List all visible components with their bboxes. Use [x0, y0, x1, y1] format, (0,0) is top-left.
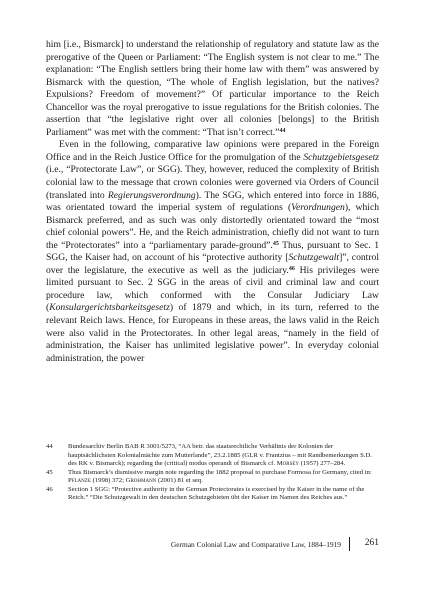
text-run: Section 1 SGG: “Protective authority in the German Protectorates is exercised by the Kaiser in the name of the Reich.” “Die Schutzgewalt in den deutschen Schutzgebieten übt der Kaiser im Namen des Reiches aus.”	[68, 485, 365, 501]
footnote-ref: 46	[288, 265, 295, 272]
footnote-ref: 45	[272, 240, 279, 247]
author-name: Morsey	[276, 460, 300, 467]
text-run: (2001) 81 et seq.	[156, 477, 203, 484]
text-run: His privileges were limited pursuant to Sec. 2 SGG in the areas of civil and criminal law and court procedure law, which conformed with the Consular Judiciary Law (	[46, 264, 380, 314]
text-run: (1998) 372;	[90, 477, 126, 484]
footnote-number: 45	[46, 468, 53, 476]
paragraph-2	[46, 139, 379, 365]
text-run: Thus Bismarck’s dismissive margin note regarding the 1882 proposal to purchase Formosa for Germany, cited in:	[68, 468, 372, 476]
footnote-44	[46, 443, 379, 469]
running-head: German Colonial Law and Comparative Law, 1884–1919	[170, 540, 341, 549]
footnote-45	[46, 469, 379, 486]
footnote-text	[68, 443, 379, 469]
text-run: him [i.e., Bismarck] to understand the relationship of regulatory and statute law as the prerogative of the Queen or Parliament: “The English system is not clear to me.” The explanation: “The English settlers bring their home law with them” was answered by Bismarck with the question, “The whole of English legislation, but the natives? Expulsions? Freedom of movement?” Of particular importance to the Reich Chancellor was the royal prerogative to issue regulations for the British colonies. The assertion that “the legislative right over all colonies [belongs] to the British Parliament” was met with the comment: “That isn’t correct.”	[46, 39, 379, 138]
text-run: ). The SGG, which entered into force in 1886, was orientated toward the imperial system of regulations (	[46, 189, 379, 214]
italic-term: Schutzgebietsgesetz	[303, 151, 379, 163]
text-run: ), which Bismarck preferred, and as such was only distortedly orientated toward the “most chief colonial powers”. He, and the Reich administration, chiefly did not want to turn the “Protectorates” into a “parliamentary parade-ground”.	[46, 202, 380, 251]
italic-term: Konsulargerichtsbarkeitsgesetz	[49, 302, 170, 314]
author-name: Grohmann	[125, 477, 157, 484]
text-run: Thus, pursuant to Sec. 1 SGG, the Kaiser had, on account of his “protective authority [	[46, 239, 379, 264]
text-run: (i.e., “Protectorate Law”, or SGG). They, however, reduced the complexity of British colonial law to the message that crown colonies were governed via Orders of Council (translated into	[46, 164, 379, 201]
page-footer	[46, 537, 379, 551]
footnote-ref: 44	[279, 127, 286, 134]
author-name: Pflanze	[68, 477, 91, 484]
text-run: ]”, control over the legislature, the executive as well as the judiciary.	[46, 252, 379, 276]
footnotes	[46, 443, 379, 503]
main-text	[46, 39, 379, 365]
footnote-number: 46	[46, 485, 53, 493]
footnote-text	[68, 486, 379, 503]
text-run: (1957) 277–284.	[299, 460, 346, 467]
text-run: Even in the following, comparative law opinions were prepared in the Foreign Office and in the Reich Justice Office for the promulgation of the	[46, 139, 379, 163]
italic-term: Schutzgewalt	[288, 252, 340, 264]
text-run: ) of 1879 and which, in its turn, referred to the relevant Reich laws. Hence, for Europeans in these areas, the laws valid in the Reich were also valid in the Protectorates. In other legal areas, “namely in the field of administration, the Kaiser has unlimited legislative power”. In everyday colonial administration, the power	[46, 302, 379, 364]
italic-term: Verordnungen	[291, 202, 345, 214]
italic-term: Regierungsverordnung	[107, 189, 196, 201]
footnote-46	[46, 486, 379, 503]
paragraph-1	[46, 39, 379, 139]
text-run: Bundesarchiv Berlin BAB R 3001/5273, “AA betr. das staatsrechtliche Verhältnis der Kolonien der hauptsächlichsten Kolonialmächte zum Mutterlande”, 23.2.1885 (GLR v. Frantzius – mit Randbemerkungen S.D. des RK v. Bismarck); regarding the (critical) modus operandi of Bismarck cf.	[68, 443, 372, 467]
footnote-number: 44	[46, 443, 53, 450]
page-number: 261	[364, 538, 379, 548]
footer-divider	[349, 537, 350, 551]
footnote-text	[68, 469, 379, 486]
